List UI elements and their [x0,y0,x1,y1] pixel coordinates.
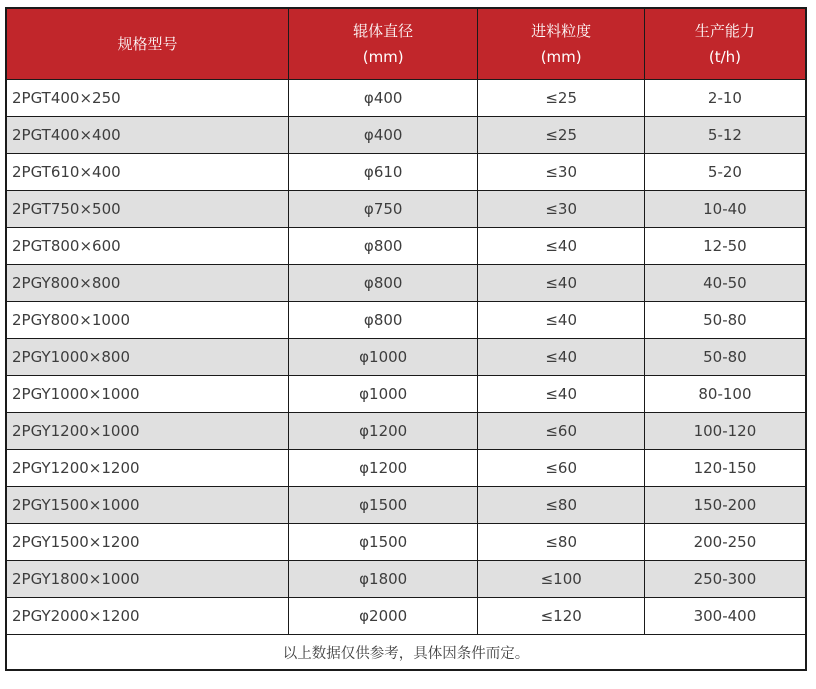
model-cell: 2PGY1000×800 [6,339,288,376]
feed-size-cell: ≤100 [478,561,644,598]
model-cell: 2PGY800×800 [6,265,288,302]
feed-size-cell: ≤40 [478,302,644,339]
model-cell: 2PGY2000×1200 [6,598,288,635]
table-row [6,191,806,228]
model-cell: 2PGY1000×1000 [6,376,288,413]
model-cell: 2PGT610×400 [6,154,288,191]
diameter-cell: φ1200 [288,413,478,450]
diameter-cell: φ1500 [288,487,478,524]
diameter-cell: φ400 [288,117,478,154]
diameter-cell: φ1200 [288,450,478,487]
capacity-cell: 10-40 [644,191,806,228]
capacity-cell: 150-200 [644,487,806,524]
table-row [6,339,806,376]
feed-size-cell: ≤60 [478,450,644,487]
spec-table-body [6,80,806,635]
capacity-cell: 80-100 [644,376,806,413]
table-row [6,376,806,413]
capacity-cell: 40-50 [644,265,806,302]
feed-size-cell: ≤30 [478,154,644,191]
table-row [6,117,806,154]
table-row [6,598,806,635]
capacity-cell: 250-300 [644,561,806,598]
feed-size-cell: ≤40 [478,339,644,376]
table-row [6,265,806,302]
table-row [6,450,806,487]
header-feed-size [478,8,644,80]
model-cell: 2PGY800×1000 [6,302,288,339]
capacity-cell: 12-50 [644,228,806,265]
model-cell: 2PGY1500×1200 [6,524,288,561]
feed-size-cell: ≤80 [478,524,644,561]
table-row [6,228,806,265]
capacity-cell: 200-250 [644,524,806,561]
feed-size-cell: ≤40 [478,265,644,302]
spec-table-header [6,8,806,80]
capacity-cell: 50-80 [644,302,806,339]
capacity-cell: 2-10 [644,80,806,117]
table-row [6,80,806,117]
header-model-label: 规格型号 [117,35,178,53]
spec-table-footer [6,635,806,671]
header-capacity-label: 生产能力 [694,22,755,40]
diameter-cell: φ750 [288,191,478,228]
header-roller-diameter [288,8,478,80]
header-model [6,8,288,80]
diameter-cell: φ400 [288,80,478,117]
header-capacity [644,8,806,80]
diameter-cell: φ1000 [288,376,478,413]
header-feed-size-unit: (mm) [540,48,582,66]
header-capacity-unit: (t/h) [708,48,742,66]
feed-size-cell: ≤120 [478,598,644,635]
table-row [6,154,806,191]
diameter-cell: φ1800 [288,561,478,598]
table-row [6,487,806,524]
feed-size-cell: ≤40 [478,376,644,413]
model-cell: 2PGY1200×1000 [6,413,288,450]
feed-size-cell: ≤40 [478,228,644,265]
diameter-cell: φ1000 [288,339,478,376]
diameter-cell: φ610 [288,154,478,191]
header-feed-size-label: 进料粒度 [531,22,592,40]
footnote-row [6,635,806,671]
diameter-cell: φ2000 [288,598,478,635]
spec-table-container [5,7,807,671]
model-cell: 2PGY1500×1000 [6,487,288,524]
capacity-cell: 300-400 [644,598,806,635]
header-row [6,8,806,80]
feed-size-cell: ≤30 [478,191,644,228]
table-row [6,302,806,339]
feed-size-cell: ≤25 [478,80,644,117]
spec-table [5,7,807,671]
model-cell: 2PGT800×600 [6,228,288,265]
diameter-cell: φ800 [288,265,478,302]
capacity-cell: 5-20 [644,154,806,191]
model-cell: 2PGY1800×1000 [6,561,288,598]
feed-size-cell: ≤60 [478,413,644,450]
table-row [6,413,806,450]
diameter-cell: φ1500 [288,524,478,561]
diameter-cell: φ800 [288,228,478,265]
header-roller-diameter-label: 辊体直径 [353,22,414,40]
model-cell: 2PGT750×500 [6,191,288,228]
capacity-cell: 100-120 [644,413,806,450]
feed-size-cell: ≤80 [478,487,644,524]
table-row [6,524,806,561]
model-cell: 2PGY1200×1200 [6,450,288,487]
table-row [6,561,806,598]
model-cell: 2PGT400×250 [6,80,288,117]
model-cell: 2PGT400×400 [6,117,288,154]
diameter-cell: φ800 [288,302,478,339]
feed-size-cell: ≤25 [478,117,644,154]
header-roller-diameter-unit: (mm) [362,48,404,66]
capacity-cell: 5-12 [644,117,806,154]
capacity-cell: 50-80 [644,339,806,376]
footnote-text: 以上数据仅供参考，具体因条件而定。 [6,635,806,671]
capacity-cell: 120-150 [644,450,806,487]
